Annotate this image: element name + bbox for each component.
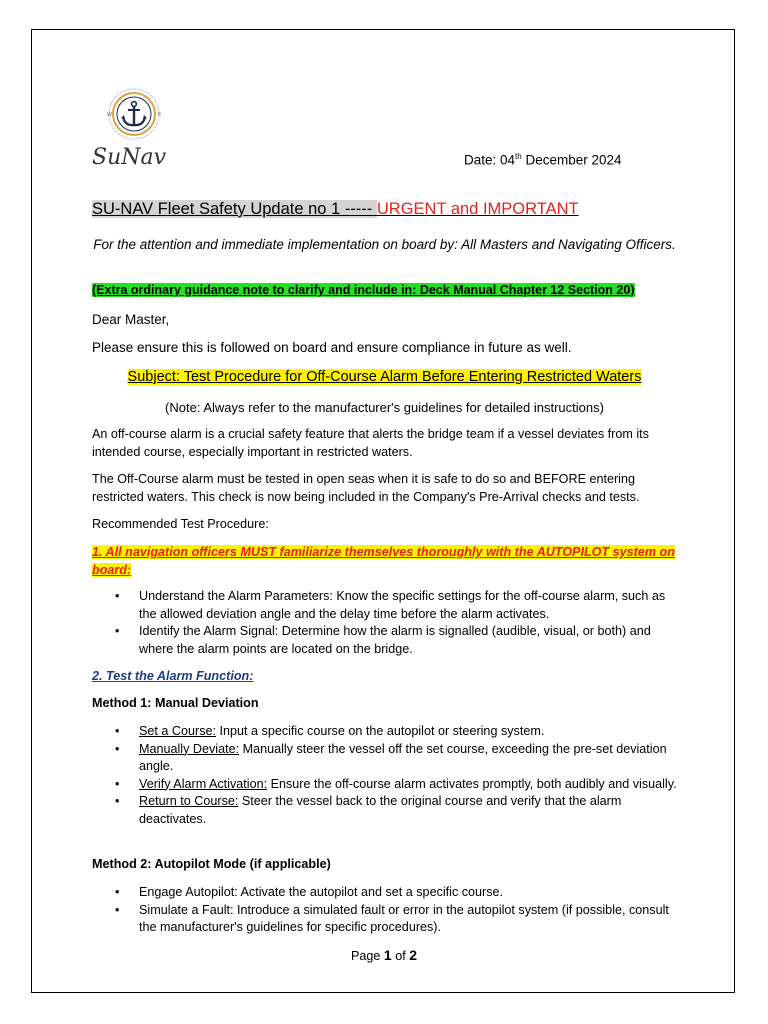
- page-number: Page 1 of 2: [350, 947, 418, 963]
- document-title: [92, 200, 579, 219]
- logo-signature: SuNav: [92, 145, 167, 170]
- method-1-heading: Method 1: Manual Deviation: [92, 696, 259, 710]
- paragraph-1: An off-course alarm is a crucial safety feature that alerts the bridge team if a vessel deviates from its intended course, especially important in restricted waters.: [92, 427, 649, 459]
- title-urgent: URGENT and IMPORTANT: [376, 200, 579, 218]
- list-item: • Understand the Alarm Parameters: Know the specific settings for the off-course alarm, such as the allowed deviation angle and the delay time before the alarm activates.: [115, 589, 666, 621]
- list-item: • Engage Autopilot: Activate the autopilot and set a specific course.: [115, 885, 504, 899]
- list-item: • Verify Alarm Activation: Ensure the off-course alarm activates promptly, both audibly and visually.: [115, 776, 677, 791]
- attention-line: For the attention and immediate implementation on board by: All Masters and Navigating Officers.: [93, 237, 676, 252]
- step-1-list: [92, 588, 682, 658]
- paragraph-2: The Off-Course alarm must be tested in open seas when it is safe to do so and BEFORE entering restricted waters. This check is now being included in the Company's Pre-Arrival checks and tests.: [92, 472, 640, 504]
- subject-line: Subject: Test Procedure for Off-Course Alarm Before Entering Restricted Waters: [127, 369, 642, 385]
- method-2-list: [92, 884, 682, 937]
- step-2-heading: 2. Test the Alarm Function:: [92, 669, 254, 683]
- list-item: • Identify the Alarm Signal: Determine how the alarm is signalled (audible, visual, or both) and where the alarm points are located on the bridge.: [115, 624, 651, 656]
- document-page: [31, 29, 735, 993]
- intro-paragraph: Please ensure this is followed on board and ensure compliance in future as well.: [92, 340, 572, 355]
- recommended-heading: Recommended Test Procedure:: [92, 517, 269, 531]
- list-item: • Set a Course: Input a specific course on the autopilot or steering system.: [115, 724, 545, 738]
- manufacturer-note: (Note: Always refer to the manufacturer's guidelines for detailed instructions): [165, 400, 604, 415]
- company-logo: [92, 86, 182, 170]
- document-date: Date: 04th December 2024: [464, 152, 622, 168]
- list-item: • Simulate a Fault: Introduce a simulated fault or error in the autopilot system (if possible, consult the manufacturer's guidelines for specific procedures).: [115, 902, 669, 934]
- salutation: Dear Master,: [92, 312, 170, 327]
- method-1-list: [92, 723, 682, 828]
- list-item: • Manually Deviate: Manually steer the vessel off the set course, exceeding the pre-set deviation angle.: [115, 741, 667, 773]
- svg-text:W: W: [107, 112, 112, 118]
- title-main: SU-NAV Fleet Safety Update no 1 -----: [92, 200, 377, 218]
- guidance-note: (Extra ordinary guidance note to clarify and include in: Deck Manual Chapter 12 Section 20): [92, 283, 635, 297]
- svg-text:E: E: [158, 112, 162, 118]
- method-2-heading: Method 2: Autopilot Mode (if applicable): [92, 857, 331, 871]
- step-1-heading: 1. All navigation officers MUST familiarize themselves thoroughly with the AUTOPILOT system on board:: [92, 545, 675, 577]
- list-item: • Return to Course: Steer the vessel back to the original course and verify that the alarm deactivates.: [115, 794, 622, 826]
